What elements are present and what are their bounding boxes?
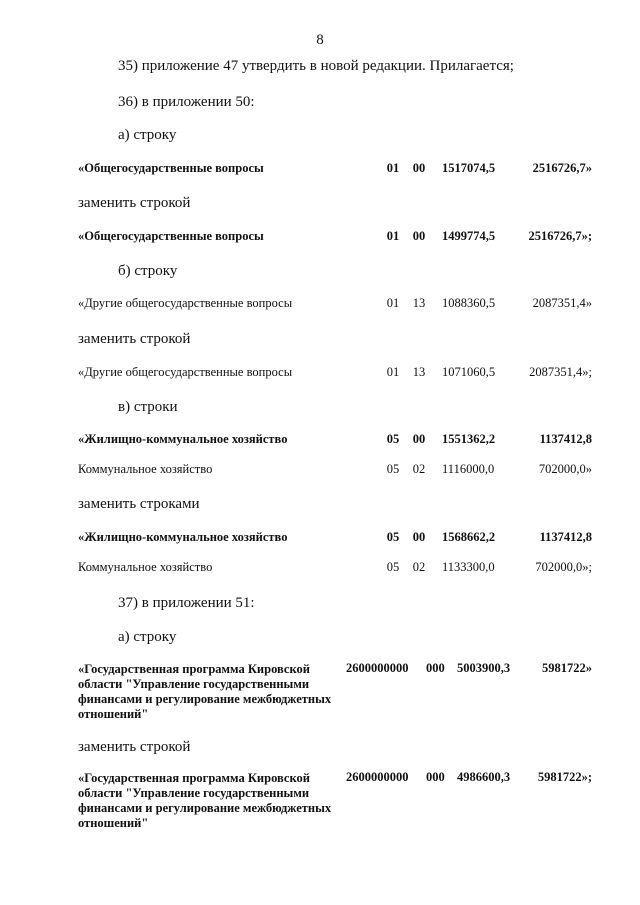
row-value-1: 1568662,2 — [442, 530, 496, 544]
item-36-b: б) строку — [118, 263, 178, 279]
row-value-1: 5003900,3 — [457, 661, 511, 675]
item-36-v: в) строки — [118, 399, 178, 415]
row-name: «Другие общегосударственные вопросы — [78, 365, 293, 379]
row-value-2: 2516726,7»; — [528, 229, 592, 243]
row-section: 05 — [386, 560, 400, 574]
row-subsection: 00 — [412, 161, 426, 175]
program-code: 2600000000 — [346, 770, 409, 784]
row-section: 05 — [386, 462, 400, 476]
row-subsection: 00 — [412, 432, 426, 446]
row-subsection: 00 — [412, 530, 426, 544]
item-37: 37) в приложении 51: — [118, 595, 255, 611]
row-value-2: 2087351,4»; — [529, 365, 592, 379]
row-name: «Общегосударственные вопросы — [78, 229, 264, 243]
row-value-2: 2087351,4» — [532, 296, 592, 310]
row-value-1: 4986600,3 — [457, 770, 511, 784]
row-section: 01 — [386, 365, 400, 379]
replace-label: заменить строками — [78, 496, 200, 512]
row-value-2: 702000,0»; — [535, 560, 592, 574]
row-value-2: 1137412,8 — [539, 530, 592, 544]
replace-label: заменить строкой — [78, 195, 191, 211]
row-value-2: 702000,0» — [538, 462, 592, 476]
row-value-2: 5981722» — [542, 661, 592, 675]
row-name: Коммунальное хозяйство — [78, 462, 213, 476]
page-number: 8 — [316, 32, 324, 48]
row-section: 01 — [386, 229, 400, 243]
program-vr: 000 — [426, 661, 445, 675]
row-value-1: 1071060,5 — [442, 365, 496, 379]
row-section: 05 — [386, 530, 400, 544]
row-value-1: 1517074,5 — [442, 161, 496, 175]
replace-label: заменить строкой — [78, 331, 191, 347]
row-name: «Жилищно-коммунальное хозяйство — [78, 530, 288, 544]
row-subsection: 00 — [412, 229, 426, 243]
item-37-a: а) строку — [118, 629, 177, 645]
program-vr: 000 — [426, 770, 445, 784]
row-value-2: 5981722»; — [537, 770, 592, 784]
row-name: Коммунальное хозяйство — [78, 560, 213, 574]
row-value-1: 1116000,0 — [442, 462, 495, 476]
row-value-1: 1499774,5 — [442, 229, 496, 243]
program-code: 2600000000 — [346, 661, 409, 675]
row-subsection: 02 — [412, 462, 426, 476]
row-subsection: 13 — [412, 296, 426, 310]
row-section: 01 — [386, 296, 400, 310]
row-value-1: 1088360,5 — [442, 296, 496, 310]
row-value-1: 1551362,2 — [442, 432, 496, 446]
row-value-2: 1137412,8 — [539, 432, 592, 446]
row-section: 01 — [386, 161, 400, 175]
item-36-a: а) строку — [118, 127, 177, 143]
program-name: «Государственная программа Кировской области "Управление государственными финансами и регулирование межбюджетных отношений" — [78, 771, 332, 830]
row-value-2: 2516726,7» — [532, 161, 592, 175]
row-subsection: 02 — [412, 560, 426, 574]
row-value-1: 1133300,0 — [442, 560, 495, 574]
row-section: 05 — [386, 432, 400, 446]
row-subsection: 13 — [412, 365, 426, 379]
item-36: 36) в приложении 50: — [118, 94, 255, 110]
replace-label: заменить строкой — [78, 739, 191, 755]
program-name: «Государственная программа Кировской области "Управление государственными финансами и регулирование межбюджетных отношений" — [78, 662, 332, 721]
item-35: 35) приложение 47 утвердить в новой редакции. Прилагается; — [118, 58, 514, 74]
row-name: «Общегосударственные вопросы — [78, 161, 264, 175]
row-name: «Жилищно-коммунальное хозяйство — [78, 432, 288, 446]
row-name: «Другие общегосударственные вопросы — [78, 296, 293, 310]
